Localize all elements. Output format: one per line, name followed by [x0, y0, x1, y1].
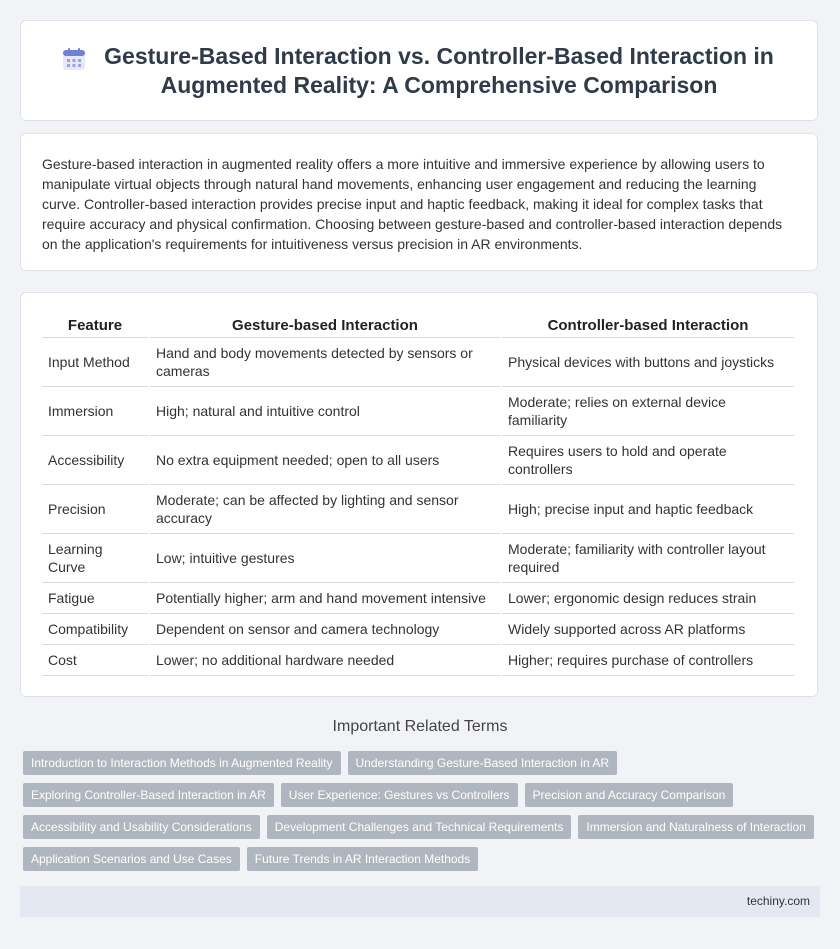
table-row: [42, 583, 794, 614]
cell-feature: Compatibility: [42, 614, 148, 645]
table-row: [42, 485, 794, 534]
intro-paragraph: Gesture-based interaction in augmented reality offers a more intuitive and immersive experience by allowing users to manipulate virtual objects through natural hand movements, enhancing user engagement and reducing the learning curve. Controller-based interaction provides precise input and haptic feedback, making it ideal for complex tasks that require accuracy and physical confirmation. Choosing between gesture-based and controller-based interaction depends on the application's requirements for intuitiveness versus precision in AR environments.: [42, 156, 783, 252]
comparison-table-card: [20, 292, 818, 697]
related-term-tag[interactable]: Immersion and Naturalness of Interaction: [578, 815, 813, 839]
cell-feature: Immersion: [42, 387, 148, 436]
page-title: Gesture-Based Interaction vs. Controller-Based Interaction in Augmented Reality: A Comprehensive Comparison: [104, 42, 774, 98]
header-controller: Controller-based Interaction: [502, 308, 794, 338]
footer: [20, 886, 820, 917]
cell-gesture: Lower; no additional hardware needed: [150, 645, 500, 676]
cell-feature: Input Method: [42, 338, 148, 387]
cell-controller: Higher; requires purchase of controllers: [502, 645, 794, 676]
title-card: [20, 20, 818, 121]
cell-controller: Moderate; familiarity with controller layout required: [502, 534, 794, 583]
intro-card: [20, 133, 818, 271]
tag-row: [23, 751, 823, 775]
footer-site-link[interactable]: techiny.com: [746, 894, 810, 908]
calendar-icon: [61, 46, 87, 72]
related-terms-heading: Important Related Terms: [332, 718, 508, 735]
cell-feature: Learning Curve: [42, 534, 148, 583]
cell-controller: Physical devices with buttons and joysticks: [502, 338, 794, 387]
cell-gesture: High; natural and intuitive control: [150, 387, 500, 436]
cell-gesture: Potentially higher; arm and hand movement intensive: [150, 583, 500, 614]
cell-feature: Precision: [42, 485, 148, 534]
related-term-tag[interactable]: User Experience: Gestures vs Controllers: [281, 783, 518, 807]
cell-controller: Requires users to hold and operate controllers: [502, 436, 794, 485]
related-term-tag[interactable]: Development Challenges and Technical Requirements: [267, 815, 572, 839]
table-row: [42, 338, 794, 387]
cell-gesture: Dependent on sensor and camera technology: [150, 614, 500, 645]
related-term-tag[interactable]: Precision and Accuracy Comparison: [525, 783, 734, 807]
cell-controller: Widely supported across AR platforms: [502, 614, 794, 645]
related-term-tag[interactable]: Future Trends in AR Interaction Methods: [247, 847, 478, 871]
table-row: [42, 436, 794, 485]
table-header-row: [42, 308, 794, 338]
comparison-table: [40, 308, 796, 676]
header-gesture: Gesture-based Interaction: [150, 308, 500, 338]
cell-controller: Lower; ergonomic design reduces strain: [502, 583, 794, 614]
tag-row: [23, 847, 823, 871]
cell-gesture: No extra equipment needed; open to all users: [150, 436, 500, 485]
table-row: [42, 614, 794, 645]
header-feature: Feature: [42, 308, 148, 338]
title-wrap: [21, 42, 817, 100]
related-term-tag[interactable]: Accessibility and Usability Considerations: [23, 815, 260, 839]
cell-controller: Moderate; relies on external device familiarity: [502, 387, 794, 436]
cell-feature: Accessibility: [42, 436, 148, 485]
cell-gesture: Low; intuitive gestures: [150, 534, 500, 583]
table-row: [42, 387, 794, 436]
related-term-tag[interactable]: Exploring Controller-Based Interaction in AR: [23, 783, 274, 807]
cell-gesture: Moderate; can be affected by lighting and sensor accuracy: [150, 485, 500, 534]
cell-controller: High; precise input and haptic feedback: [502, 485, 794, 534]
related-term-tag[interactable]: Introduction to Interaction Methods in Augmented Reality: [23, 751, 341, 775]
related-terms-list: [23, 751, 823, 879]
tag-row: [23, 783, 823, 807]
related-term-tag[interactable]: Understanding Gesture-Based Interaction in AR: [348, 751, 617, 775]
tag-row: [23, 815, 823, 839]
cell-feature: Fatigue: [42, 583, 148, 614]
table-row: [42, 534, 794, 583]
table-row: [42, 645, 794, 676]
related-term-tag[interactable]: Application Scenarios and Use Cases: [23, 847, 240, 871]
cell-feature: Cost: [42, 645, 148, 676]
cell-gesture: Hand and body movements detected by sensors or cameras: [150, 338, 500, 387]
